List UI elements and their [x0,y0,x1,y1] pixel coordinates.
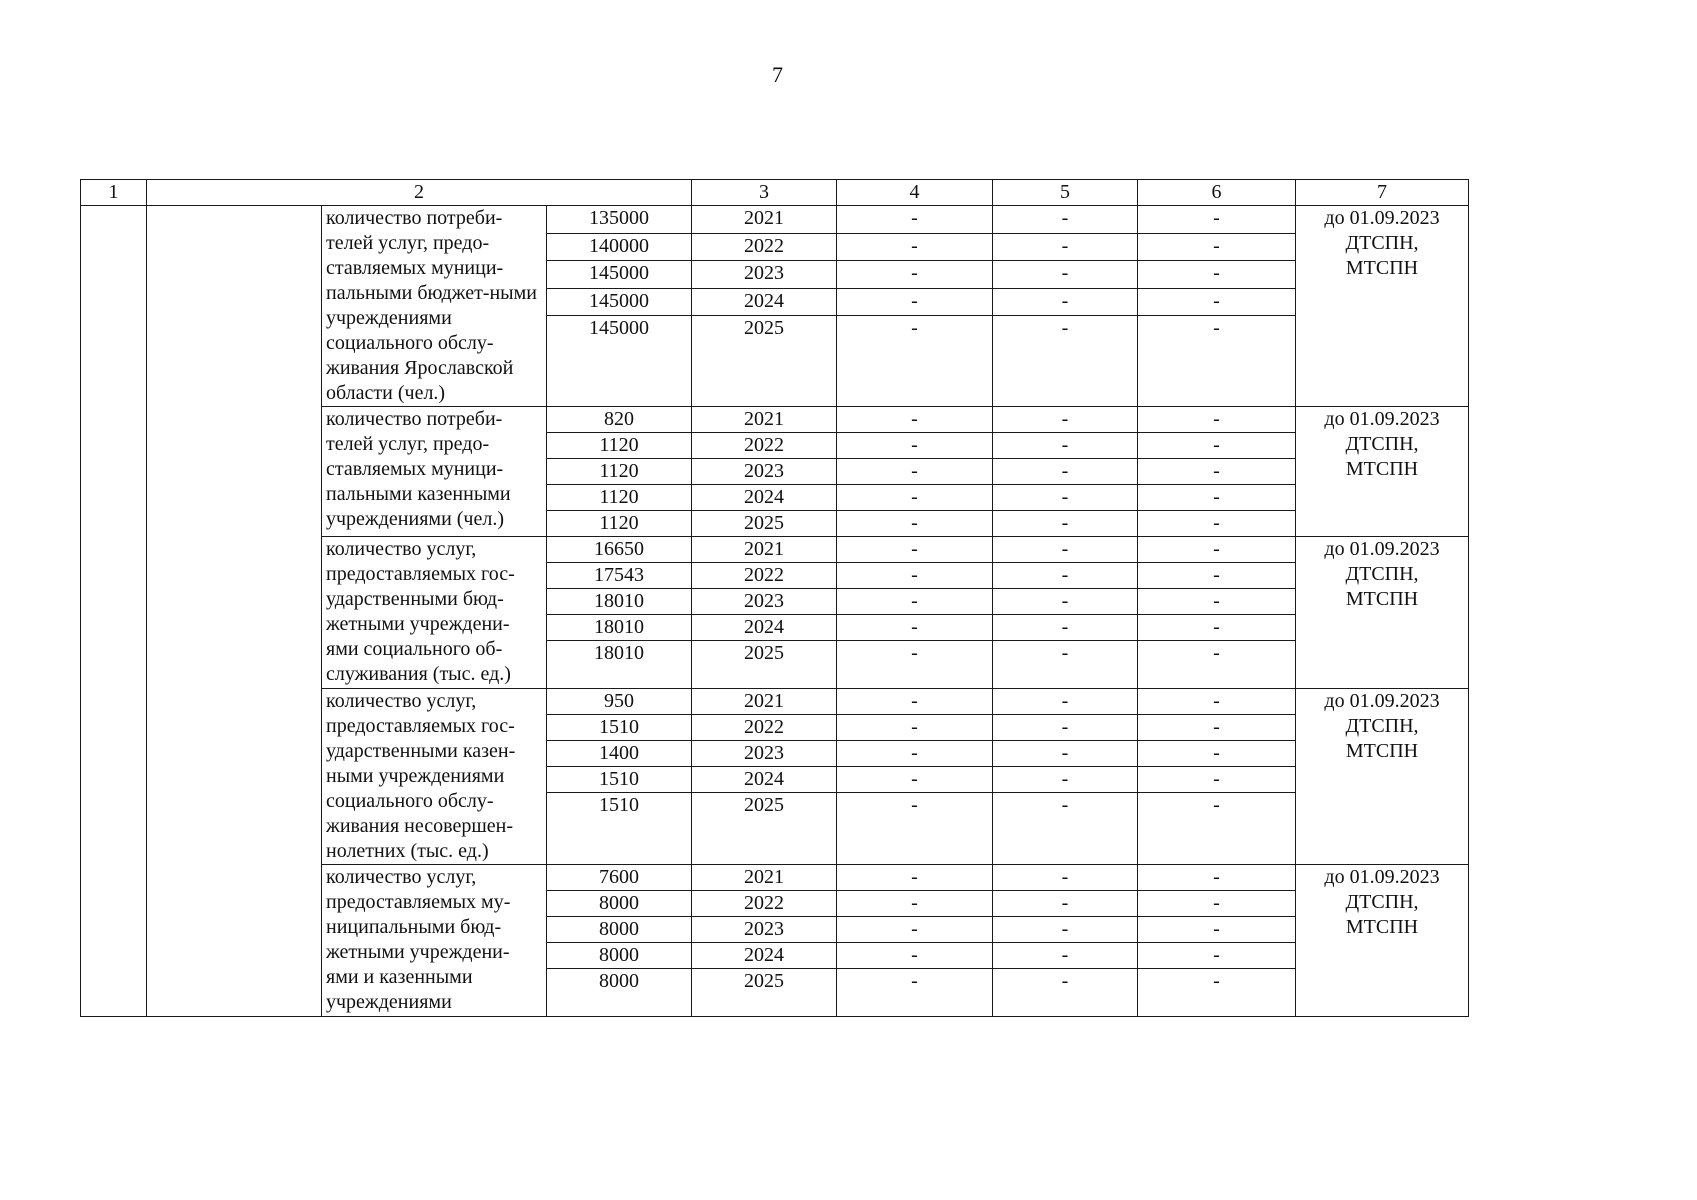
col-6-cell: - [1138,261,1296,289]
table-body [81,206,1469,1017]
executor-text: МТСПН [1345,916,1419,938]
executor-text: ДТСПН, [1345,232,1419,254]
col-6-cell: - [1138,943,1296,969]
col-6-cell: - [1138,689,1296,715]
indicator-value: 820 [547,407,692,433]
indicator-value: 135000 [547,206,692,234]
col-4-cell: - [837,563,993,589]
deadline-text: до 01.09.2023 [1324,538,1440,560]
col-6-cell: - [1138,891,1296,917]
indicator-value: 8000 [547,891,692,917]
col-4-cell: - [837,969,993,1017]
executor-text: ДТСПН, [1345,433,1419,455]
table-row [81,206,1469,234]
indicator-year: 2025 [692,969,837,1017]
indicator-value: 18010 [547,615,692,641]
deadline-executor-cell [1296,537,1469,689]
col-4-cell: - [837,891,993,917]
header-col-4: 4 [837,180,993,206]
indicator-year: 2022 [692,715,837,741]
col-6-cell: - [1138,433,1296,459]
col-6-cell: - [1138,511,1296,537]
indicator-year: 2025 [692,511,837,537]
col-5-cell: - [993,741,1138,767]
col-6-cell: - [1138,206,1296,234]
page-number: 7 [772,62,783,87]
indicator-year: 2022 [692,433,837,459]
col-6-cell: - [1138,459,1296,485]
deadline-executor-cell [1296,206,1469,407]
col-6-cell: - [1138,715,1296,741]
indicator-year: 2021 [692,407,837,433]
indicator-year: 2024 [692,767,837,793]
indicator-value: 18010 [547,589,692,615]
col-5-cell: - [993,767,1138,793]
indicator-year: 2022 [692,891,837,917]
indicator-year: 2025 [692,793,837,865]
col-5-cell: - [993,459,1138,485]
indicator-year: 2021 [692,537,837,563]
executor-text: МТСПН [1345,740,1419,762]
col-5-cell: - [993,233,1138,261]
indicator-year: 2023 [692,917,837,943]
col-4-cell: - [837,261,993,289]
col-5-cell: - [993,537,1138,563]
col-5-cell: - [993,511,1138,537]
indicator-value: 8000 [547,917,692,943]
indicator-value: 1510 [547,767,692,793]
indicator-value: 950 [547,689,692,715]
deadline-text: до 01.09.2023 [1324,866,1440,888]
col-4-cell: - [837,206,993,234]
indicator-value: 1120 [547,511,692,537]
blank-col-2 [147,206,322,1017]
indicator-value: 145000 [547,261,692,289]
indicator-description: количество услуг, предоставляемых гос-ударственными казен-ными учреждениями социального обслу-живания несовершен-нолетних (тыс. ед.) [322,689,547,865]
col-6-cell: - [1138,641,1296,689]
executor-text: МТСПН [1345,588,1419,610]
header-col-6: 6 [1138,180,1296,206]
indicator-value: 1120 [547,485,692,511]
indicator-year: 2022 [692,233,837,261]
executor-text: МТСПН [1345,257,1419,279]
col-6-cell: - [1138,316,1296,407]
deadline-text: до 01.09.2023 [1324,690,1440,712]
indicator-year: 2022 [692,563,837,589]
col-4-cell: - [837,943,993,969]
col-5-cell: - [993,615,1138,641]
col-6-cell: - [1138,485,1296,511]
col-4-cell: - [837,316,993,407]
col-4-cell: - [837,615,993,641]
col-4-cell: - [837,741,993,767]
header-col-2: 2 [147,180,692,206]
deadline-executor-cell [1296,407,1469,537]
indicators-table [80,179,1469,1017]
col-4-cell: - [837,589,993,615]
col-5-cell: - [993,641,1138,689]
col-5-cell: - [993,433,1138,459]
col-4-cell: - [837,917,993,943]
col-4-cell: - [837,233,993,261]
col-4-cell: - [837,767,993,793]
indicator-year: 2023 [692,459,837,485]
indicator-year: 2024 [692,615,837,641]
indicator-year: 2024 [692,943,837,969]
indicator-description: количество услуг, предоставляемых му-ниципальными бюд-жетными учреждени-ями и казенными учреждениями [322,865,547,1017]
indicator-description: количество потреби-телей услуг, предо-ставляемых муници-пальными бюджет-ными учреждениями социального обслу-живания Ярославской области (чел.) [322,206,547,407]
col-4-cell: - [837,715,993,741]
indicator-description: количество услуг, предоставляемых гос-ударственными бюд-жетными учреждени-ями социального об-служивания (тыс. ед.) [322,537,547,689]
header-col-1: 1 [81,180,147,206]
indicator-value: 7600 [547,865,692,891]
indicator-year: 2024 [692,288,837,316]
executor-text: ДТСПН, [1345,563,1419,585]
executor-text: ДТСПН, [1345,891,1419,913]
col-6-cell: - [1138,741,1296,767]
col-6-cell: - [1138,615,1296,641]
indicator-value: 1120 [547,459,692,485]
indicator-year: 2023 [692,261,837,289]
executor-text: МТСПН [1345,458,1419,480]
indicator-value: 17543 [547,563,692,589]
col-5-cell: - [993,891,1138,917]
col-4-cell: - [837,459,993,485]
indicator-year: 2025 [692,316,837,407]
col-4-cell: - [837,537,993,563]
indicator-value: 140000 [547,233,692,261]
header-col-7: 7 [1296,180,1469,206]
col-6-cell: - [1138,563,1296,589]
indicator-year: 2023 [692,741,837,767]
col-6-cell: - [1138,288,1296,316]
deadline-text: до 01.09.2023 [1324,207,1440,229]
indicator-value: 1510 [547,793,692,865]
col-6-cell: - [1138,233,1296,261]
col-6-cell: - [1138,969,1296,1017]
indicator-year: 2023 [692,589,837,615]
indicator-year: 2025 [692,641,837,689]
indicator-value: 18010 [547,641,692,689]
deadline-executor-cell [1296,865,1469,1017]
col-5-cell: - [993,689,1138,715]
col-5-cell: - [993,261,1138,289]
col-6-cell: - [1138,537,1296,563]
col-5-cell: - [993,969,1138,1017]
col-4-cell: - [837,288,993,316]
header-col-5: 5 [993,180,1138,206]
col-6-cell: - [1138,917,1296,943]
indicator-value: 145000 [547,316,692,407]
header-col-3: 3 [692,180,837,206]
col-4-cell: - [837,689,993,715]
col-4-cell: - [837,407,993,433]
col-4-cell: - [837,511,993,537]
col-6-cell: - [1138,767,1296,793]
col-4-cell: - [837,793,993,865]
col-5-cell: - [993,316,1138,407]
indicator-description: количество потреби-телей услуг, предо-ставляемых муници-пальными казенными учреждениями (чел.) [322,407,547,537]
indicator-year: 2021 [692,206,837,234]
col-5-cell: - [993,793,1138,865]
indicator-value: 1120 [547,433,692,459]
indicator-value: 16650 [547,537,692,563]
indicator-value: 8000 [547,943,692,969]
col-4-cell: - [837,433,993,459]
col-5-cell: - [993,917,1138,943]
col-5-cell: - [993,485,1138,511]
blank-col-1 [81,206,147,1017]
col-5-cell: - [993,943,1138,969]
col-5-cell: - [993,589,1138,615]
col-4-cell: - [837,485,993,511]
col-5-cell: - [993,206,1138,234]
col-5-cell: - [993,563,1138,589]
deadline-text: до 01.09.2023 [1324,408,1440,430]
indicator-value: 145000 [547,288,692,316]
col-4-cell: - [837,865,993,891]
col-6-cell: - [1138,793,1296,865]
deadline-executor-cell [1296,689,1469,865]
indicator-value: 8000 [547,969,692,1017]
indicator-year: 2021 [692,689,837,715]
executor-text: ДТСПН, [1345,715,1419,737]
col-6-cell: - [1138,407,1296,433]
col-6-cell: - [1138,589,1296,615]
col-5-cell: - [993,288,1138,316]
indicator-year: 2024 [692,485,837,511]
indicator-value: 1510 [547,715,692,741]
col-6-cell: - [1138,865,1296,891]
col-5-cell: - [993,715,1138,741]
indicator-value: 1400 [547,741,692,767]
col-5-cell: - [993,865,1138,891]
col-5-cell: - [993,407,1138,433]
indicator-year: 2021 [692,865,837,891]
col-4-cell: - [837,641,993,689]
header-row [81,180,1469,206]
